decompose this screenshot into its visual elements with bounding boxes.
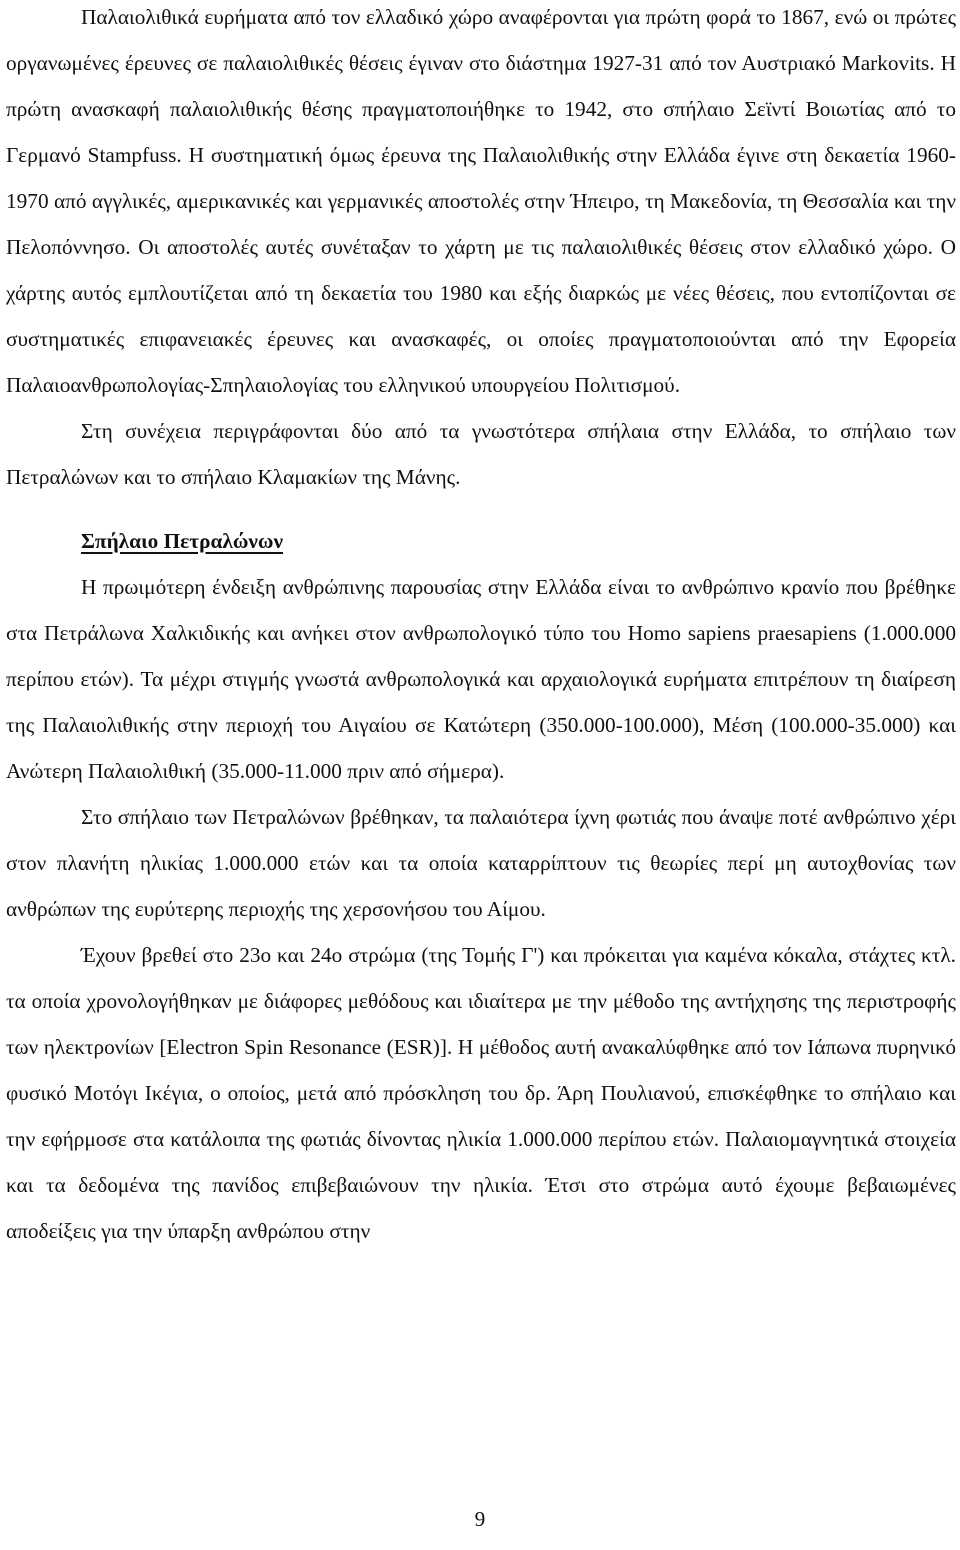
paragraph-caves-introduction: Στη συνέχεια περιγράφονται δύο από τα γνωστότερα σπήλαια στην Ελλάδα, το σπήλαιο των Πετραλώνων και το σπήλαιο Κλαμακίων της Μάνης. xyxy=(6,419,956,489)
section-heading-petralona-cave: Σπήλαιο Πετραλώνων xyxy=(81,529,283,553)
page-number: 9 xyxy=(474,1507,486,1531)
document-page xyxy=(6,0,956,1254)
paragraph-earliest-human-evidence: Η πρωιμότερη ένδειξη ανθρώπινης παρουσίας στην Ελλάδα είναι το ανθρώπινο κρανίο που βρέθηκε στα Πετράλωνα Χαλκιδικής και ανήκει στον ανθρωπολογικό τύπο του Homo sapiens praesapiens (1.000.000 περίπου ετών). Τα μέχρι στιγμής γνωστά ανθρωπολογικά και αρχαιολογικά ευρήματα επιτρέπουν τη διαίρεση της Παλαιολιθικής στην περιοχή του Αιγαίου σε Κατώτερη (350.000-100.000), Μέση (100.000-35.000) και Ανώτερη Παλαιολιθική (35.000-11.000 πριν από σήμερα). xyxy=(6,575,956,783)
paragraph-oldest-fire-traces: Στο σπήλαιο των Πετραλώνων βρέθηκαν, τα παλαιότερα ίχνη φωτιάς που άναψε ποτέ ανθρώπινο χέρι στον πλανήτη ηλικίας 1.000.000 ετών και τα οποία καταρρίπτουν τις θεωρίες περί μη αυτοχθονίας των ανθρώπων της ευρύτερης περιοχής της χερσονήσου του Αίμου. xyxy=(6,805,956,921)
paragraph-esr-dating: Έχουν βρεθεί στο 23ο και 24ο στρώμα (της Τομής Γ') και πρόκειται για καμένα κόκαλα, στάχτες κτλ. τα οποία χρονολογήθηκαν με διάφορες μεθόδους και ιδιαίτερα με την μέθοδο της αντήχησης της περιστροφής των ηλεκτρονίων [Electron Spin Resonance (ESR)]. Η μέθοδος αυτή ανακαλύφθηκε από τον Ιάπωνα πυρηνικό φυσικό Μοτόγι Ικέγια, ο οποίος, μετά από πρόσκληση του δρ. Άρη Πουλιανού, επισκέφθηκε το σπήλαιο και την εφήρμοσε στα κατάλοιπα της φωτιάς δίνοντας ηλικία 1.000.000 περίπου ετών. Παλαιομαγνητικά στοιχεία και τα δεδομένα της πανίδος επιβεβαιώνουν την ηλικία. Έτσι στο στρώμα αυτό έχουμε βεβαιωμένες αποδείξεις για την ύπαρξη ανθρώπου στην xyxy=(6,943,956,1243)
paragraph-paleolithic-research-history: Παλαιολιθικά ευρήματα από τον ελλαδικό χώρο αναφέρονται για πρώτη φορά το 1867, ενώ οι πρώτες οργανωμένες έρευνες σε παλαιολιθικές θέσεις έγιναν στο διάστημα 1927-31 από τον Αυστριακό Markovits. Η πρώτη ανασκαφή παλαιολιθικής θέσης πραγματοποιήθηκε το 1942, στο σπήλαιο Σεϊντί Βοιωτίας από το Γερμανό Stampfuss. Η συστηματική όμως έρευνα της Παλαιολιθικής στην Ελλάδα έγινε στη δεκαετία 1960-1970 από αγγλικές, αμερικανικές και γερμανικές αποστολές στην Ήπειρο, τη Μακεδονία, τη Θεσσαλία και την Πελοπόννησο. Οι αποστολές αυτές συνέταξαν το χάρτη με τις παλαιολιθικές θέσεις στον ελλαδικό χώρο. Ο χάρτης αυτός εμπλουτίζεται από τη δεκαετία του 1980 και εξής διαρκώς με νέες θέσεις, που εντοπίζονται σε συστηματικές επιφανειακές έρευνες και ανασκαφές, οι οποίες πραγματοποιούνται από την Εφορεία Παλαιοανθρωπολογίας-Σπηλαιολογίας του ελληνικού υπουργείου Πολιτισμού. xyxy=(6,5,956,397)
